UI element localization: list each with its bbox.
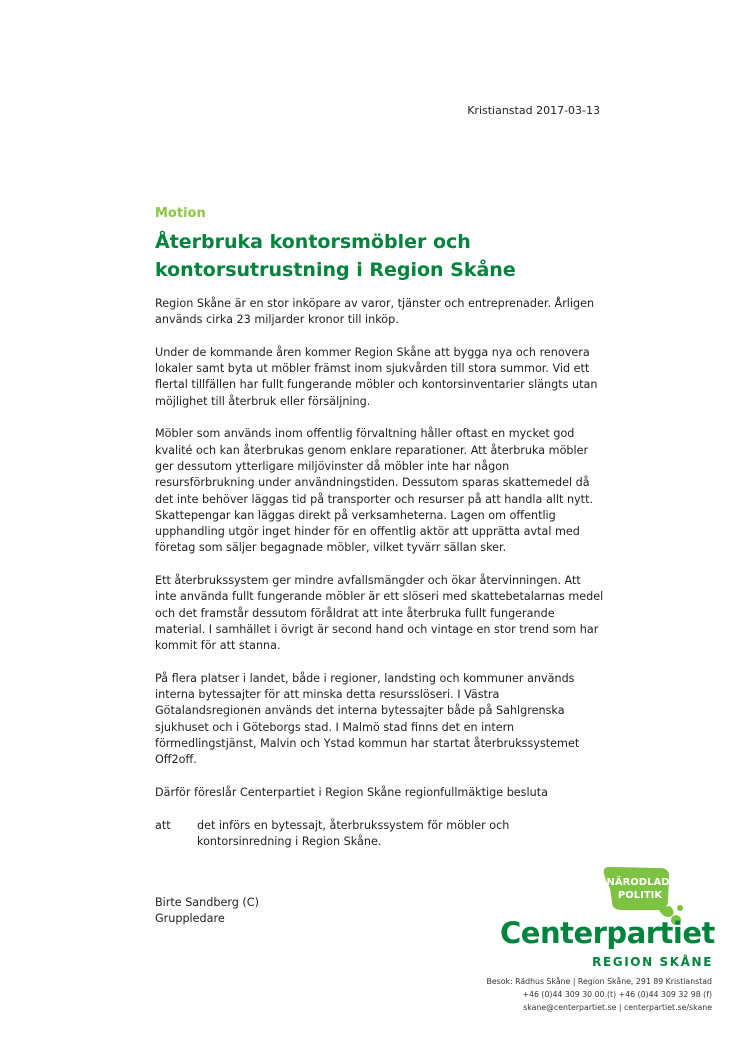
paragraph: Region Skåne är en stor inköpare av varor, tjänster och entreprenader. Årligen används cirka 23 miljarder kronor till inköp. bbox=[155, 297, 595, 327]
paragraph: Därför föreslår Centerpartiet i Region Skåne regionfullmäktige besluta bbox=[155, 785, 548, 799]
dateline: Kristianstad 2017-03-13 bbox=[467, 104, 600, 117]
brand-wordmark: Centerpartiet bbox=[500, 916, 715, 950]
brand-region: REGION SKÅNE bbox=[592, 955, 713, 969]
motion-clause-text: det införs en bytessajt, återbrukssystem för möbler och kontorsinredning i Region Skåne. bbox=[197, 818, 510, 848]
document-title: Återbruka kontorsmöbler och kontorsutrustning i Region Skåne bbox=[155, 231, 516, 281]
motion-clause-key: att bbox=[155, 818, 171, 832]
paragraph: Ett återbrukssystem ger mindre avfallsmängder och ökar återvinningen. Att inte använda fullt fungerande möbler är ett slöseri med skattebetalarnas medel och det framstår dessutom föråldrat att inte återbruka fullt fungerande material. I samhället i övrigt är second hand och vintage en stor trend som har kommit för att stanna. bbox=[155, 574, 604, 653]
badge-line2: POLITIK bbox=[617, 890, 663, 901]
centerpartiet-logo bbox=[480, 862, 730, 1012]
contact-line: +46 (0)44 309 30 00 (t) +46 (0)44 309 32 98 (f) bbox=[522, 990, 712, 999]
badge-line1: NÄRODLAD bbox=[606, 877, 670, 888]
contact-line: skane@centerpartiet.se | centerpartiet.se/skane bbox=[523, 1003, 712, 1012]
signature-name: Birte Sandberg (C) bbox=[155, 896, 259, 910]
document-body bbox=[155, 296, 605, 928]
paragraph: På flera platser i landet, både i regioner, landsting och kommuner används interna bytessajter för att minska detta resursslöseri. I Västra Götalandsregionen används det interna bytessajter både på Sahlgrenska sjukhuset och i Göteborgs stad. I Malmö stad finns det en intern förmedlingstjänst, Malvin och Ystad kommun har startat återbrukssystemet Off2off. bbox=[155, 671, 580, 767]
contact-info bbox=[487, 975, 713, 1014]
paragraph: Under de kommande åren kommer Region Skåne att bygga nya och renovera lokaler samt byta ut möbler främst inom sjukvården till stora summor. Vid ett flertal tillfällen har fullt fungerande möbler och kontorsinventarier slängts utan möjlighet till återbruk eller försäljning. bbox=[155, 345, 598, 408]
motion-clause bbox=[155, 818, 605, 851]
contact-line: Besok: Rädhus Skåne | Region Skåne, 291 89 Kristianstad bbox=[486, 977, 712, 986]
document-kicker: Motion bbox=[155, 206, 206, 221]
paragraph: Möbler som används inom offentlig förvaltning håller oftast en mycket god kvalité och kan återbrukas genom enklare reparationer. Att återbruka möbler ger dessutom ytterligare miljövinster då möbler inte har någon resursförbrukning under användningstiden. Dessutom sparas skattemedel då det inte behöver läggas tid på transporter och resurser på att handla allt nytt. Skattepengar kan läggas direkt på verksamheterna. Lagen om offentlig upphandling utgör inget hinder för en offentlig aktör att upprätta avtal med företag som säljer begagnade möbler, vilket tyvärr sällan sker. bbox=[155, 427, 594, 555]
signature-role: Gruppledare bbox=[155, 912, 225, 926]
